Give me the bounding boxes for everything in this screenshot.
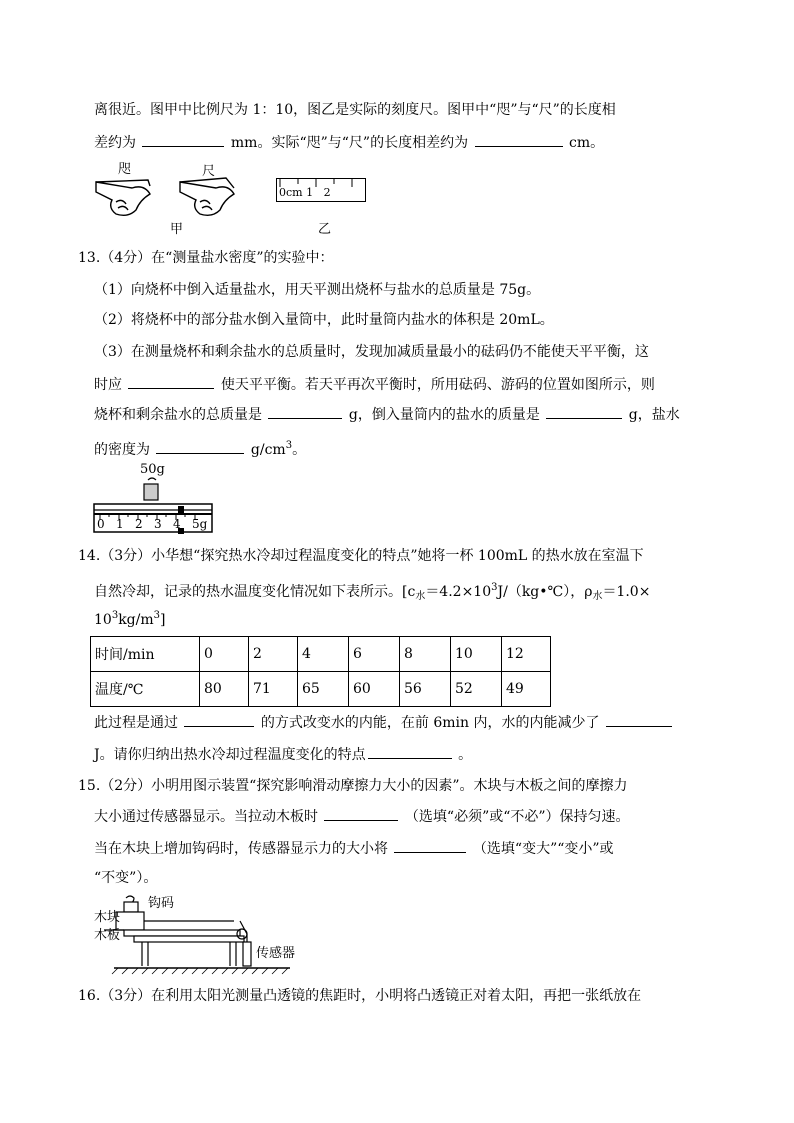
friction-apparatus-figure [94,890,294,976]
table-cell: 56 [400,672,451,707]
tick-label: 0 [97,517,105,531]
table-cell: 12 [502,637,551,672]
q15-text: （选填“必须”或“不必”）保持匀速。 [404,809,630,825]
q12-line2-text-b: mm。实际“咫”与“尺”的长度相差约为 [230,135,469,151]
apparatus-drawing [94,890,294,976]
balance-scale-figure [92,462,214,534]
answer-blank[interactable] [324,806,398,821]
q16-stem: 16.（3分）在利用太阳光测量凸透镜的焦距时，小明将凸透镜正对着太阳，再把一张纸放在 [78,988,642,1004]
table-row [91,672,551,707]
answer-blank[interactable] [394,838,466,853]
q15-line4: “不变”）。 [94,870,158,886]
q13-text: 使天平平衡。若天平再次平衡时，所用砝码、游码的位置如图所示，则 [220,377,655,393]
q13-step3-line2 [94,374,655,395]
q12-line1: 离很近。图甲中比例尺为 1：10，图乙是实际的刻度尺。图甲中“咫”与“尺”的长度相 [94,102,616,118]
q13-step2: （2）将烧杯中的部分盐水倒入量筒中，此时量筒内盐水的体积是 20mL。 [94,312,554,328]
tick-label: 1 [116,517,124,531]
table-cell: 10 [451,637,502,672]
answer-blank[interactable] [128,374,214,389]
answer-blank[interactable] [184,712,254,727]
q14-text: 。 [458,747,473,763]
q14-line3 [94,606,165,630]
q13-stem: 13.（4分）在“测量盐水密度”的实验中： [78,250,334,266]
q15-text: 大小通过传感器显示。当拉动木板时 [94,809,318,825]
hands-illustration [92,172,272,222]
superscript: 3 [153,610,161,621]
tick-label: 3 [154,517,162,531]
temperature-table [90,636,551,707]
table-cell: 0 [200,637,249,672]
q12-line2-text-c: cm。 [569,135,605,151]
label-chi: 尺 [202,164,216,179]
q14-text: kg/m [118,612,154,628]
q14-text: 自然冷却，记录的热水温度变化情况如下表所示。[c [94,584,416,600]
q14-text: ＝1.0× [602,584,651,600]
ruler-labels: 0cm 1 2 [279,186,331,199]
q13-text: 。 [292,442,307,458]
q15-text: （选填“变大”“变小”或 [472,841,614,857]
subscript: 水 [415,591,426,602]
q13-step3-line3 [94,404,680,425]
label-jia: 甲 [170,222,184,237]
q13-text: g，盐水 [628,407,680,423]
table-cell: 65 [298,672,349,707]
table-cell: 60 [349,672,400,707]
q12-line2 [94,132,604,153]
table-cell: 6 [349,637,400,672]
q13-text: 烧杯和剩余盐水的总质量是 [94,407,262,423]
answer-blank[interactable] [546,404,622,419]
table-cell: 80 [200,672,249,707]
table-row [91,637,551,672]
label-yi: 乙 [318,222,332,237]
table-cell: 49 [502,672,551,707]
q13-step3-line4 [94,436,306,460]
table-cell: 8 [400,637,451,672]
q12-line2-text-a: 差约为 [94,135,136,151]
q12-figure [92,158,382,238]
q14-text: 的方式改变水的内能，在前 6min 内，水的内能减少了 [260,715,600,731]
answer-blank[interactable] [156,439,244,454]
q13-step1: （1）向烧杯中倒入适量盐水，用天平测出烧杯与盐水的总质量是 75g。 [94,282,541,298]
q14-text: 10 [94,612,112,628]
answer-blank[interactable] [268,404,342,419]
answer-blank[interactable] [142,132,224,147]
row-header: 温度/℃ [91,672,200,707]
q14-text: J/（kg•℃），ρ [497,584,593,600]
q14-text: 此过程是通过 [94,715,178,731]
answer-blank[interactable] [606,712,672,727]
ruler [276,178,366,202]
superscript: 3 [285,440,293,451]
q15-line2 [94,806,630,827]
table-cell: 2 [249,637,298,672]
subscript: 水 [592,591,603,602]
q15-stem: 15.（2分）小明用图示装置“探究影响滑动摩擦力大小的因素”。木块与木板之间的摩擦力 [78,778,628,794]
q14-text: ＝4.2×10 [425,584,492,600]
table-cell: 52 [451,672,502,707]
superscript: 3 [491,582,498,593]
tick-label: 2 [135,517,143,531]
hook-weight-label: 钩码 [148,896,175,911]
q15-line3 [94,838,614,859]
sensor-label: 传感器 [256,946,296,961]
q14-answer-line2 [94,744,472,765]
answer-blank[interactable] [475,132,563,147]
row-header: 时间/min [91,637,200,672]
table-cell: 71 [249,672,298,707]
label-zhi: 咫 [118,162,132,177]
q14-line2 [94,578,650,607]
board-label: 木板 [94,928,121,943]
q14-stem: 14.（3分）小华想“探究热水冷却过程温度变化的特点”她将一杯 100mL 的热水放在室温下 [78,548,644,564]
weight-label: 50g [140,462,165,477]
q13-step3-line1: （3）在测量烧杯和剩余盐水的总质量时，发现加减质量最小的砝码仍不能使天平平衡，这 [94,344,649,360]
answer-blank[interactable] [368,744,452,759]
q15-text: 当在木块上增加钩码时，传感器显示力的大小将 [94,841,388,857]
q13-text: 的密度为 [94,442,150,458]
q13-text: g/cm [250,442,286,458]
table-cell: 4 [298,637,349,672]
block-label: 木块 [94,910,121,925]
tick-label: 5g [192,517,208,531]
q13-text: 时应 [94,377,122,393]
superscript: 3 [111,610,119,621]
q13-text: g，倒入量筒内的盐水的质量是 [348,407,540,423]
tick-label: 4 [173,517,181,531]
q14-text: J。请你归纳出热水冷却过程温度变化的特点 [94,747,366,763]
q14-answer-line1 [94,712,674,733]
q14-text: ] [160,612,166,628]
